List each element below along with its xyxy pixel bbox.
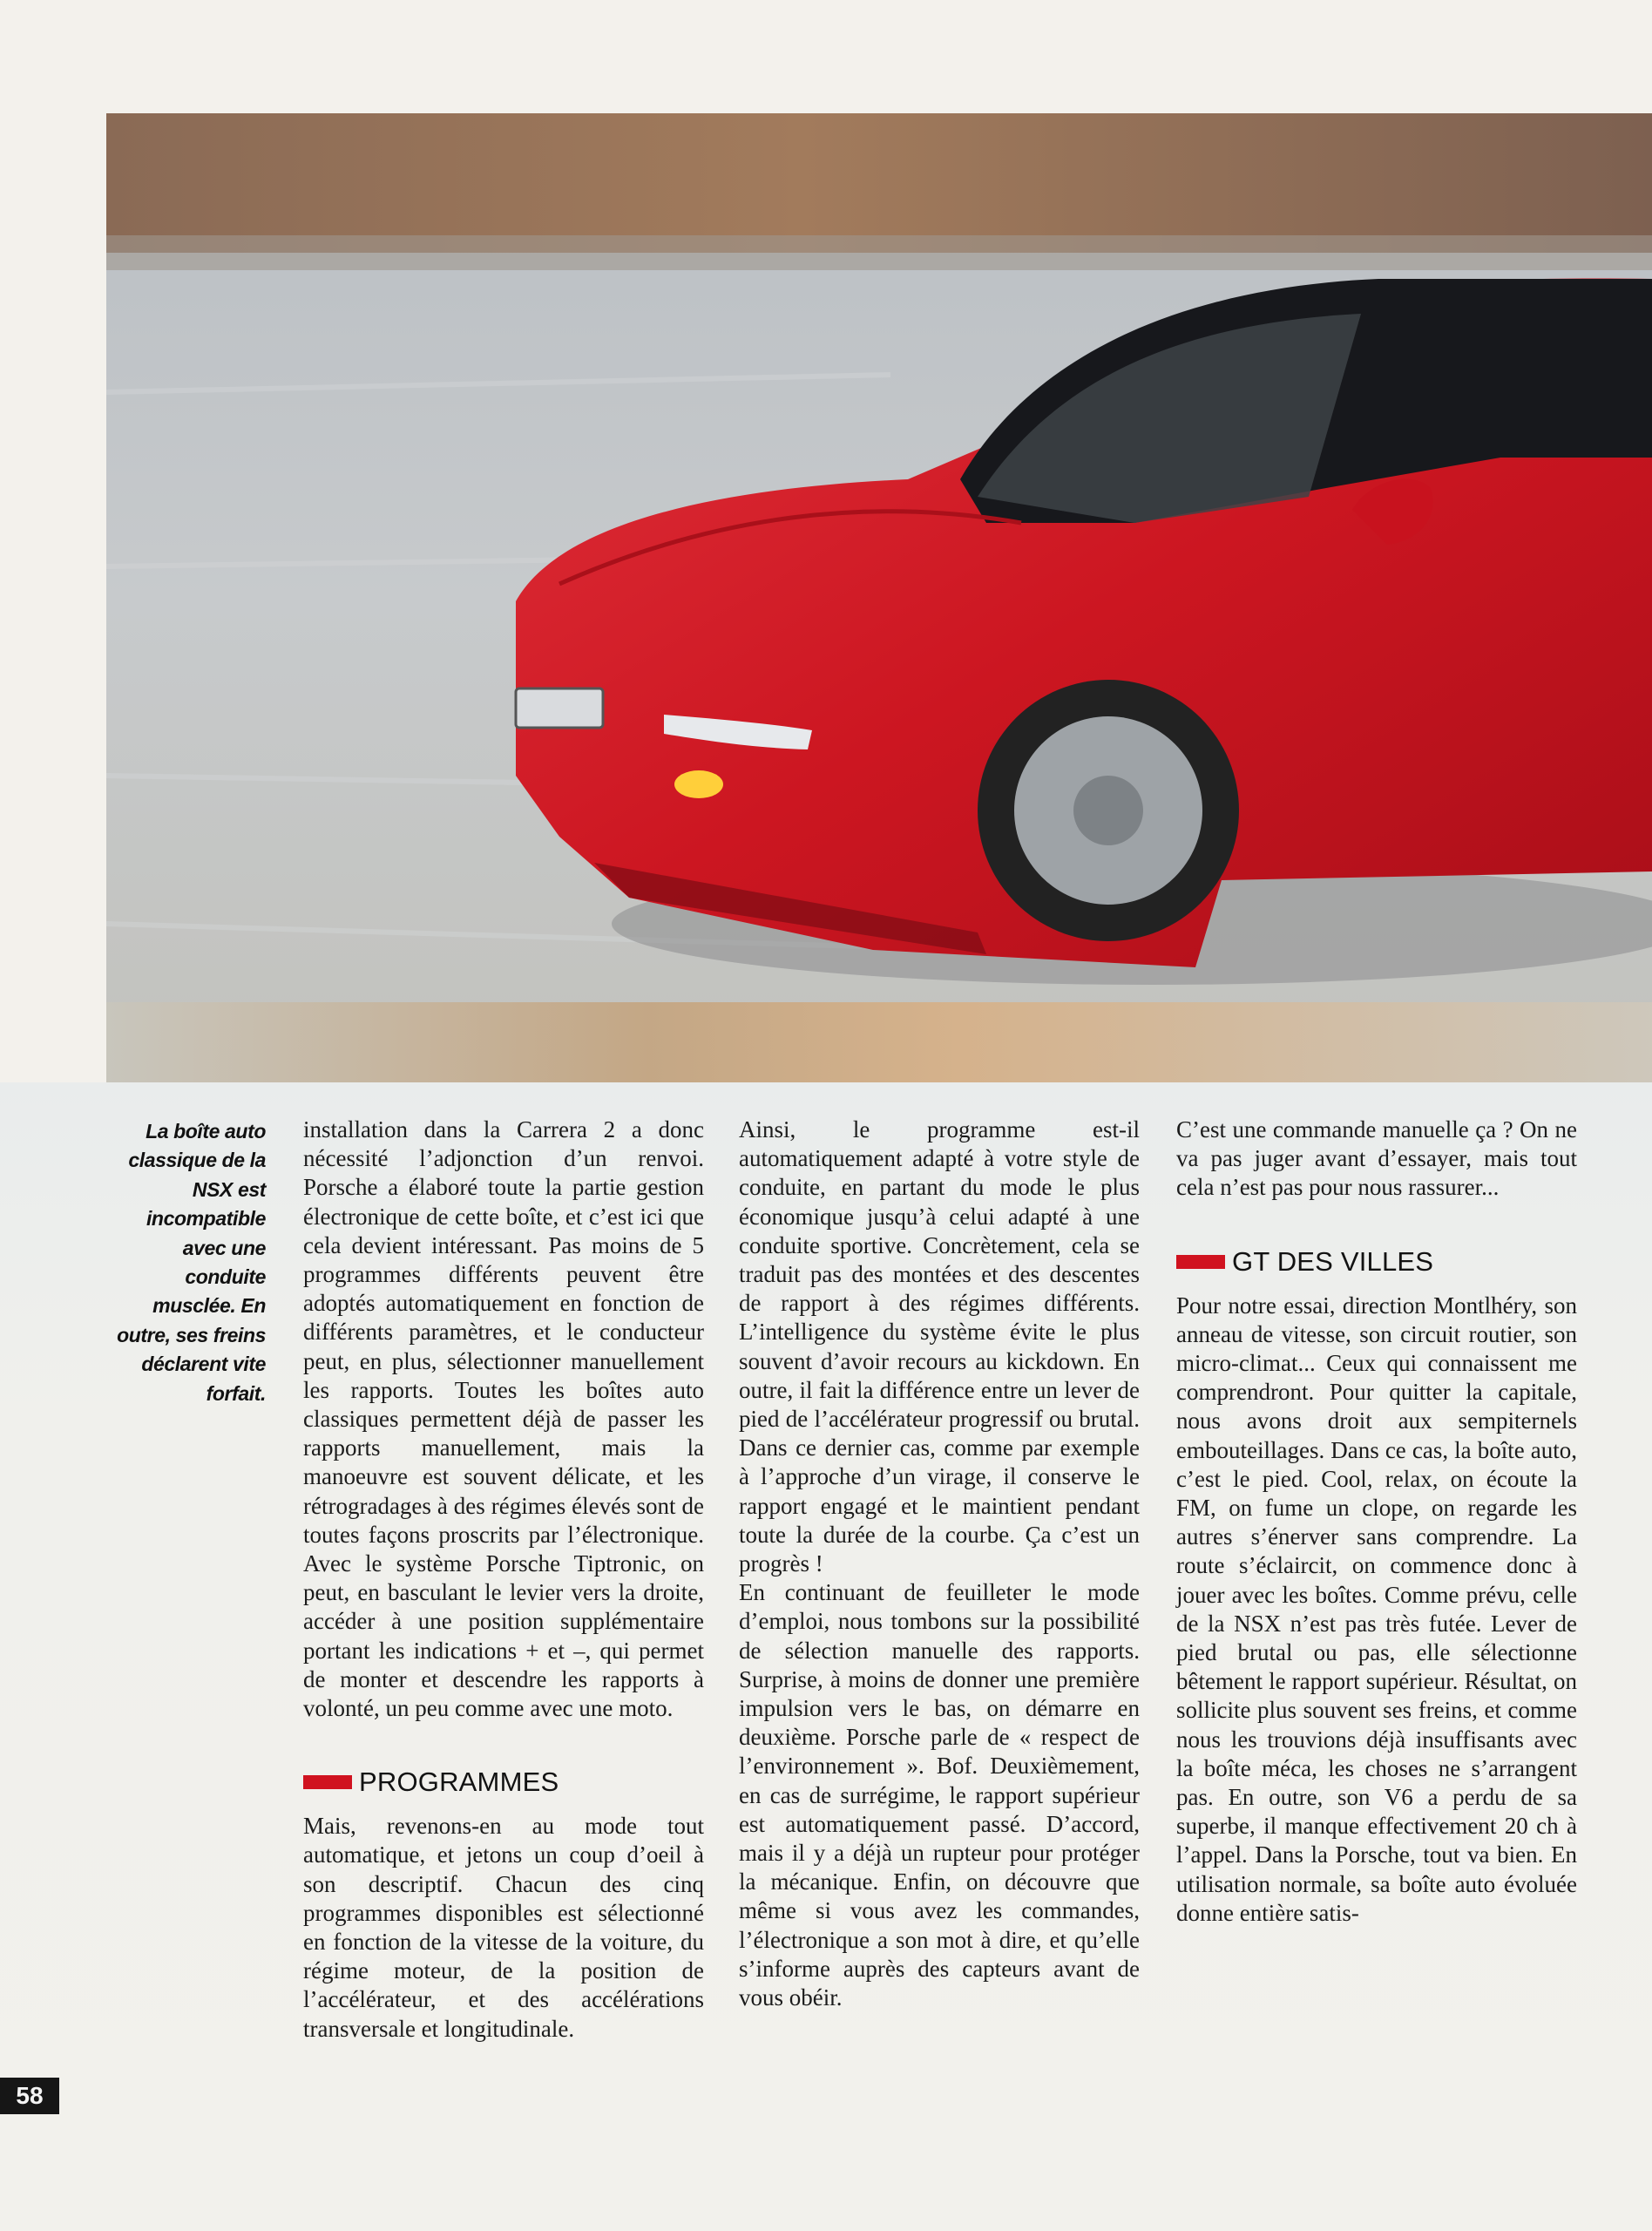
section-heading-gt-des-villes <box>1176 1246 1577 1278</box>
article-column-3 <box>1176 1116 1577 1928</box>
article-column-2 <box>739 1116 1140 2012</box>
section-heading-text: PROGRAMMES <box>359 1766 559 1798</box>
photo-caption: La boîte auto classique de la NSX est incompatible avec une conduite musclée. En outre, ses freins déclarent vite forfait. <box>117 1120 266 1405</box>
car-photo-icon <box>106 113 1652 1082</box>
paragraph: Pour notre essai, direction Montlhéry, son anneau de vitesse, son circuit routier, son micro-climat... Ceux qui connaissent me comprendront. Pour quitter la capitale, nous avons droit aux sempiternels embouteillages. Dans ce cas, la boîte auto, c’est le pied. Cool, relax, on écoute la FM, on fume un clope, on regarde les autres s’énerver sans comprendre. La route s’éclaircit, on commence donc à jouer avec les boîtes. Comme prévu, celle de la NSX n’est pas très futée. Lever de pied brutal ou pas, elle sélectionne bêtement le rapport supérieur. Résultat, on sollicite plus souvent ses freins, et comme nous les trouvions déjà insuffisants avec la boîte méca, les choses ne s’arrangent pas. En outre, son V6 a perdu de sa superbe, il manque effectivement 20 ch à l’appel. Dans la Porsche, tout va bien. En utilisation normale, sa boîte auto évoluée donne entière satis- <box>1176 1292 1577 1926</box>
article-column-1 <box>303 1116 704 2044</box>
red-bar-icon <box>303 1775 352 1789</box>
page-number: 58 <box>0 2078 59 2114</box>
paragraph: En continuant de feuilleter le mode d’emploi, nous tombons sur la possibilité de sélection manuelle des rapports. Surprise, à moins de donner une première impulsion vers le bas, on démarre en deuxième. Porsche parle de « respect de l’environnement ». Bof. Deuxièmement, en cas de surrégime, le rapport supérieur est automatiquement passé. D’accord, mais il y a déjà un rupteur pour protéger la mécanique. Enfin, on découvre que même si vous avez les commandes, l’électronique a son mot à dire, et qu’elle s’informe auprès des capteurs avant de vous obéir. <box>739 1579 1140 2011</box>
paragraph: C’est une commande manuelle ça ? On ne va pas juger avant d’essayer, mais tout cela n’est pas pour nous rassurer... <box>1176 1116 1577 1201</box>
paragraph: Mais, revenons-en au mode tout automatique, et jetons un coup d’oeil à son descriptif. Chacun des cinq programmes disponibles est sélectionné en fonction de la vitesse de la voiture, du régime moteur, de la position de l’accélérateur, et des accélérations transversale et longitudinale. <box>303 1813 704 2042</box>
paragraph: Ainsi, le programme est-il automatiquement adapté à votre style de conduite, en partant du mode le plus économique jusqu’à celui adapté à une conduite sportive. Concrètement, cela se traduit pas des montées et des descentes de rapport à des régimes différents. L’intelligence du système évite le plus souvent d’avoir recours au kickdown. En outre, il fait la différence entre un lever de pied de l’accélérateur progressif ou brutal. Dans ce dernier cas, comme par exemple à l’approche d’un virage, il conserve le rapport engagé et le maintient pendant toute la durée de la courbe. Ça c’est un progrès ! <box>739 1116 1140 1577</box>
section-heading-programmes <box>303 1766 704 1798</box>
section-heading-text: GT DES VILLES <box>1232 1245 1434 1277</box>
paragraph: installation dans la Carrera 2 a donc nécessité l’adjonction d’un renvoi. Porsche a élaboré toute la partie gestion électronique de cette boîte, et c’est ici que cela devient intéressant. Pas moins de 5 programmes différents peuvent être adoptés automatiquement en fonction de différents paramètres, et le conducteur peut, en plus, sélectionner manuellement les rapports. Toutes les boîtes auto classiques permettent déjà de passer les rapports manuellement, mais la manoeuvre est souvent délicate, et les rétrogradages à des régimes élevés sont de toutes façons proscrits par l’électronique. Avec le système Porsche Tiptronic, on peut, en basculant le levier vers la droite, accéder à une position supplémentaire portant les indications + et –, qui permet de monter et descendre les rapports à volonté, un peu comme avec une moto. <box>303 1116 704 1722</box>
red-bar-icon <box>1176 1255 1225 1269</box>
car-photo <box>106 113 1652 1082</box>
